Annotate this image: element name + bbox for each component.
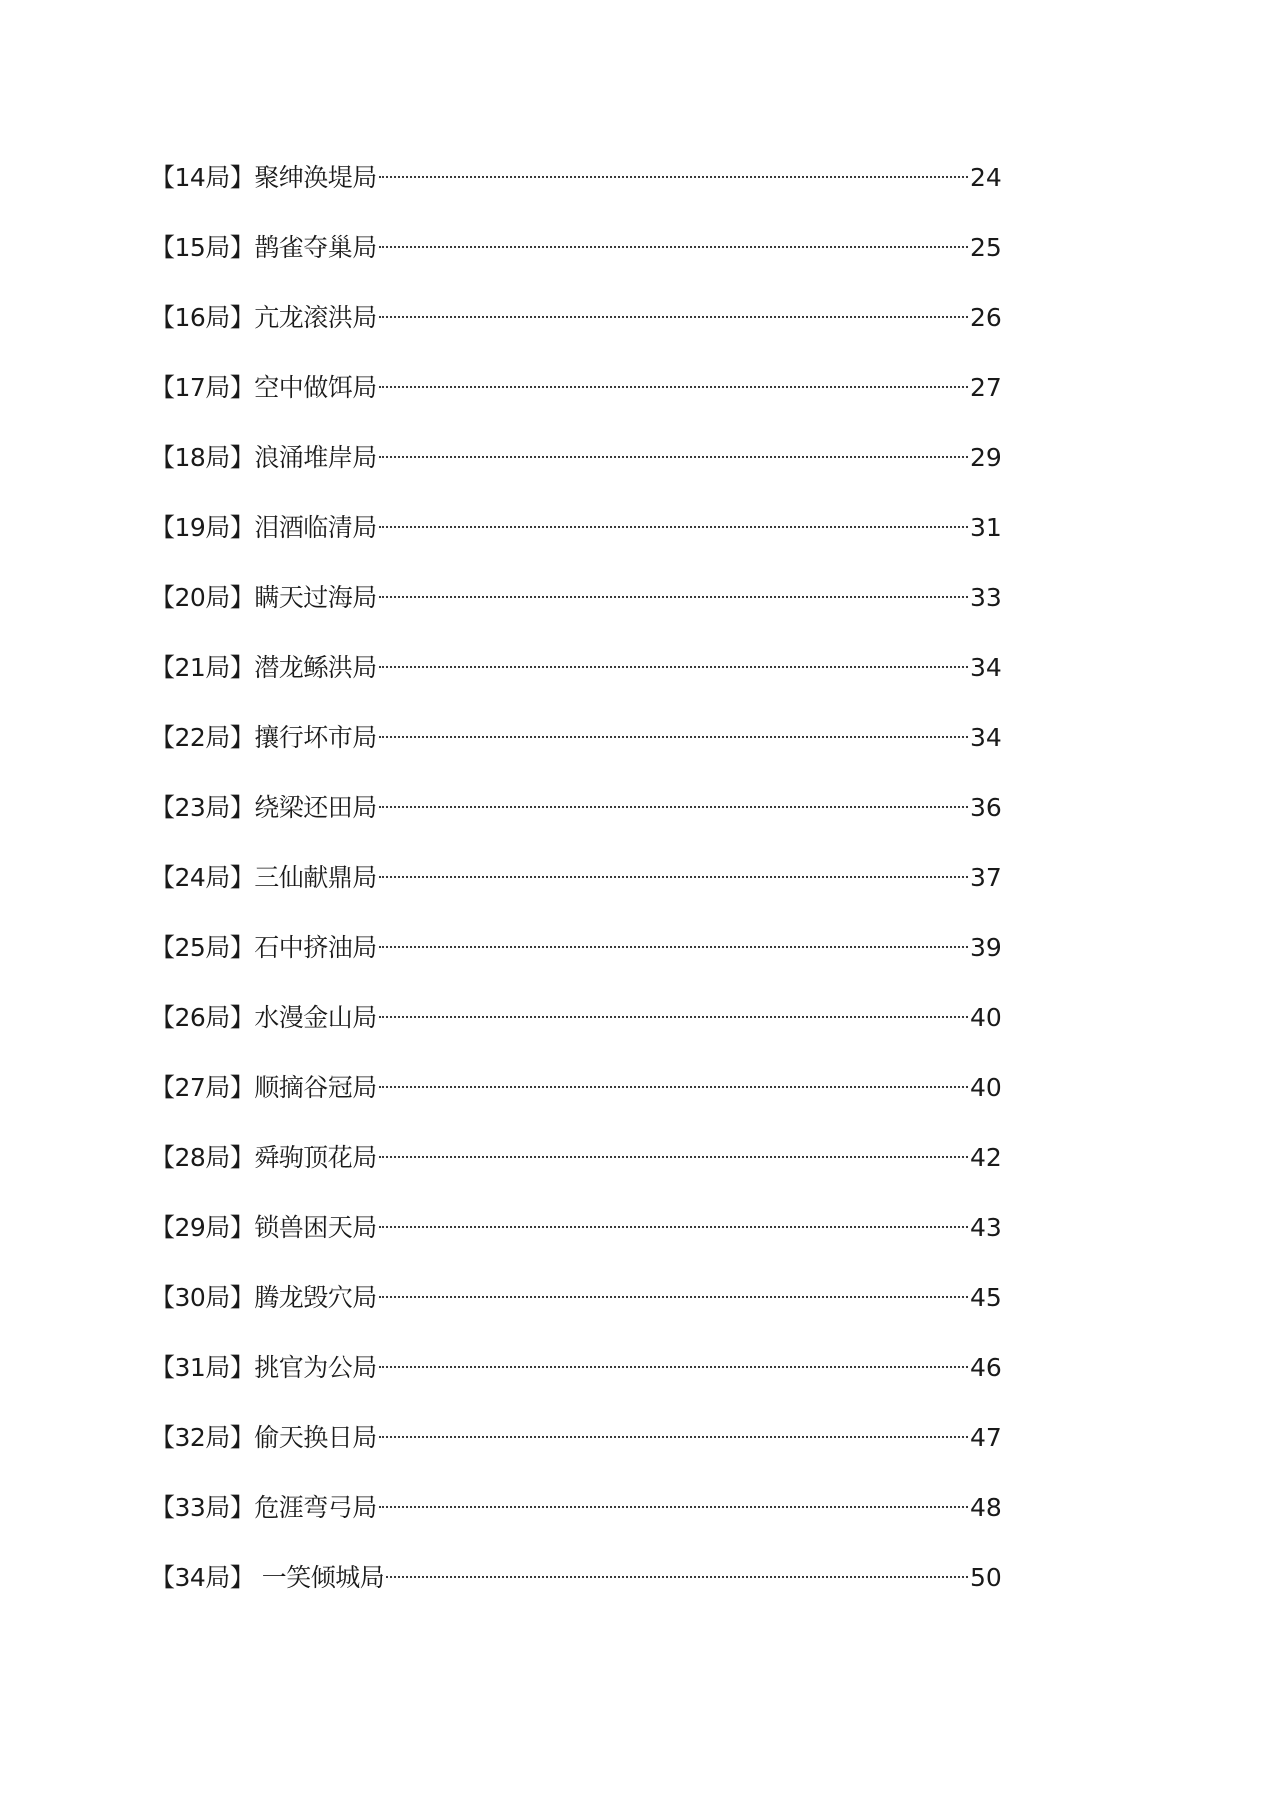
dot-leader: [379, 666, 968, 668]
toc-entry-title: 【17局】空中做饵局: [150, 373, 377, 402]
toc-entry-page-number: 29: [970, 443, 1002, 472]
toc-entry-title: 【29局】锁兽困天局: [150, 1213, 377, 1242]
toc-entry-page-number: 34: [970, 653, 1002, 682]
toc-entry-page-number: 50: [970, 1563, 1002, 1592]
table-of-contents: [150, 160, 1000, 1630]
dot-leader: [379, 386, 968, 388]
toc-entry-page-number: 48: [970, 1493, 1002, 1522]
dot-leader: [379, 456, 968, 458]
toc-entry[interactable]: [150, 1280, 1000, 1350]
toc-entry-page-number: 47: [970, 1423, 1002, 1452]
toc-entry-title: 【22局】攘行坏市局: [150, 723, 377, 752]
dot-leader: [379, 1156, 968, 1158]
toc-entry[interactable]: [150, 580, 1000, 650]
toc-entry-page-number: 34: [970, 723, 1002, 752]
toc-entry-title: 【24局】三仙献鼎局: [150, 863, 377, 892]
toc-entry-page-number: 45: [970, 1283, 1002, 1312]
dot-leader: [379, 1016, 968, 1018]
toc-entry[interactable]: [150, 790, 1000, 860]
toc-entry[interactable]: [150, 650, 1000, 720]
toc-entry[interactable]: [150, 370, 1000, 440]
toc-entry-title: 【20局】瞒天过海局: [150, 583, 377, 612]
toc-entry[interactable]: [150, 160, 1000, 230]
toc-entry-title: 【18局】浪涌堆岸局: [150, 443, 377, 472]
toc-entry-title: 【26局】水漫金山局: [150, 1003, 377, 1032]
toc-entry-title: 【28局】舜驹顶花局: [150, 1143, 377, 1172]
toc-entry[interactable]: [150, 1560, 1000, 1630]
dot-leader: [379, 1436, 968, 1438]
toc-entry-page-number: 46: [970, 1353, 1002, 1382]
toc-entry-page-number: 33: [970, 583, 1002, 612]
toc-entry-page-number: 26: [970, 303, 1002, 332]
toc-entry[interactable]: [150, 440, 1000, 510]
toc-entry-title: 【23局】绕梁还田局: [150, 793, 377, 822]
dot-leader: [379, 176, 968, 178]
toc-entry-title: 【30局】腾龙毁穴局: [150, 1283, 377, 1312]
toc-entry-page-number: 39: [970, 933, 1002, 962]
dot-leader: [379, 246, 968, 248]
toc-entry-title: 【14局】聚绅涣堤局: [150, 163, 377, 192]
toc-entry[interactable]: [150, 930, 1000, 1000]
toc-entry-title: 【33局】危涯弯弓局: [150, 1493, 377, 1522]
dot-leader: [379, 806, 968, 808]
toc-entry[interactable]: [150, 230, 1000, 300]
toc-entry[interactable]: [150, 300, 1000, 370]
dot-leader: [379, 1296, 968, 1298]
toc-entry[interactable]: [150, 1490, 1000, 1560]
toc-entry[interactable]: [150, 1350, 1000, 1420]
dot-leader: [379, 316, 968, 318]
dot-leader: [379, 946, 968, 948]
toc-entry[interactable]: [150, 1000, 1000, 1070]
toc-entry-title: 【25局】石中挤油局: [150, 933, 377, 962]
toc-entry-page-number: 42: [970, 1143, 1002, 1172]
toc-entry[interactable]: [150, 1070, 1000, 1140]
toc-entry-title: 【31局】挑官为公局: [150, 1353, 377, 1382]
toc-entry-page-number: 43: [970, 1213, 1002, 1242]
toc-entry-page-number: 37: [970, 863, 1002, 892]
toc-entry-page-number: 25: [970, 233, 1002, 262]
toc-entry[interactable]: [150, 860, 1000, 930]
dot-leader: [386, 1576, 968, 1578]
dot-leader: [379, 736, 968, 738]
dot-leader: [379, 1226, 968, 1228]
dot-leader: [379, 1506, 968, 1508]
toc-entry-page-number: 27: [970, 373, 1002, 402]
toc-entry-title: 【19局】泪酒临清局: [150, 513, 377, 542]
dot-leader: [379, 526, 968, 528]
toc-entry-page-number: 36: [970, 793, 1002, 822]
toc-entry[interactable]: [150, 1210, 1000, 1280]
toc-entry-title: 【15局】鹊雀夺巢局: [150, 233, 377, 262]
toc-entry[interactable]: [150, 510, 1000, 580]
dot-leader: [379, 1366, 968, 1368]
dot-leader: [379, 596, 968, 598]
toc-entry-title: 【32局】偷天换日局: [150, 1423, 377, 1452]
toc-entry-title: 【34局】 一笑倾城局: [150, 1563, 385, 1592]
dot-leader: [379, 876, 968, 878]
toc-entry[interactable]: [150, 1140, 1000, 1210]
toc-entry-title: 【27局】顺摘谷冠局: [150, 1073, 377, 1102]
toc-entry[interactable]: [150, 720, 1000, 790]
toc-entry-title: 【16局】亢龙滚洪局: [150, 303, 377, 332]
toc-entry-page-number: 31: [970, 513, 1002, 542]
dot-leader: [379, 1086, 968, 1088]
toc-entry-page-number: 40: [970, 1073, 1002, 1102]
toc-entry-page-number: 40: [970, 1003, 1002, 1032]
toc-entry[interactable]: [150, 1420, 1000, 1490]
toc-entry-page-number: 24: [970, 163, 1002, 192]
toc-entry-title: 【21局】潜龙鲧洪局: [150, 653, 377, 682]
